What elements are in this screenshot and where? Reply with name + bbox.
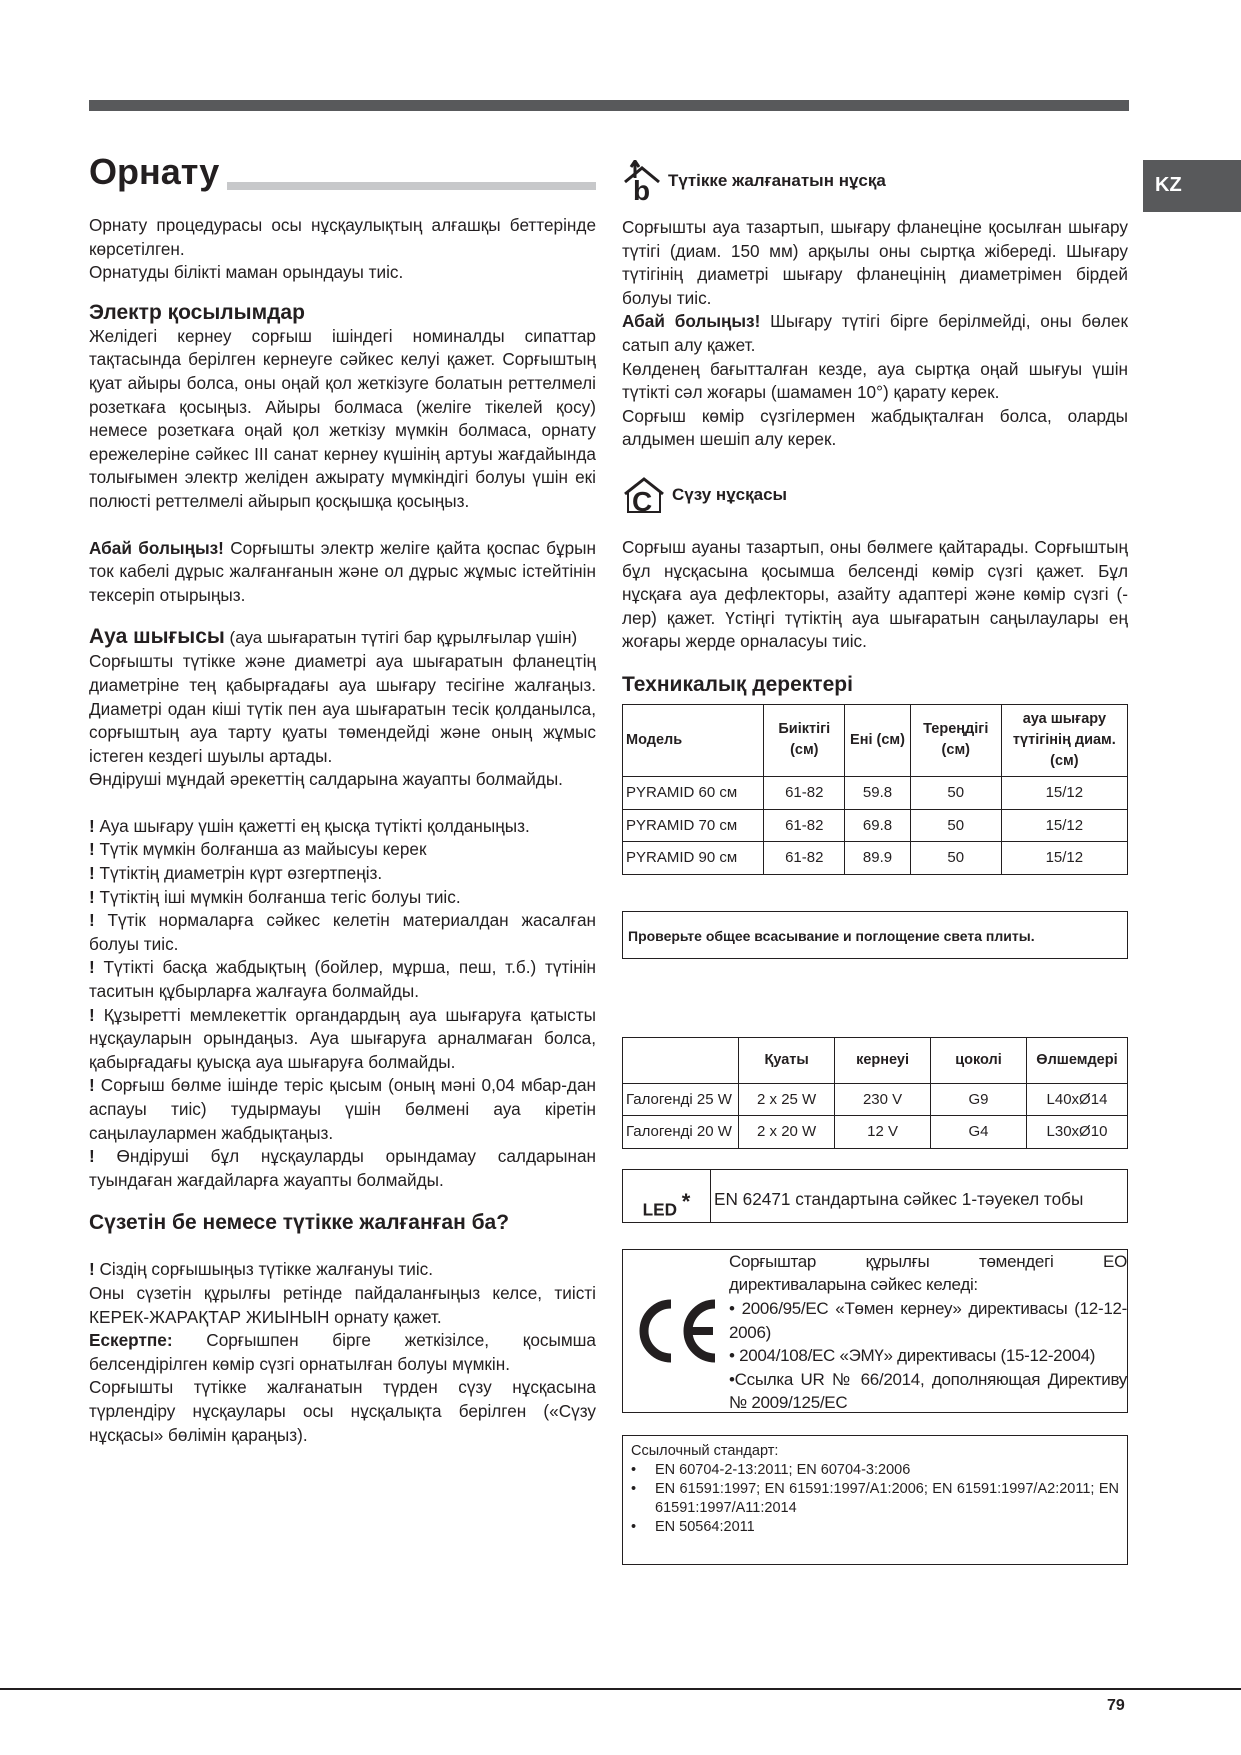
filtering-house-icon — [622, 474, 666, 516]
page-title: Орнату — [89, 150, 596, 194]
filter-line-3: Сорғышты түтікке жалғанатын түрден сүзу нұсқасына түрлендіру нұсқаулары осы нұсқалықта берілген («Сүзу нұсқасы» бөлімін қараңыз). — [89, 1377, 596, 1445]
intro-1: Орнату процедурасы осы нұсқаулықтың алғашқы беттерінде көрсетілген. — [89, 215, 596, 259]
svg-text:b: b — [633, 175, 651, 202]
left-column — [89, 150, 596, 1447]
electric-heading: Электр қосылымдар — [89, 300, 305, 324]
table-row: Галогенді 25 W 2 x 25 W 230 V G9 L40xØ14 — [623, 1083, 1128, 1116]
table-row: Галогенді 20 W 2 x 20 W 12 V G4 L30xØ10 — [623, 1116, 1128, 1149]
intro-2: Орнатуды білікті маман орындауы тиіс. — [89, 262, 404, 283]
right-column — [622, 160, 1128, 1565]
table-header-row: Модель Биіктігі (см) Ені (см) Тереңдігі (см) ауа шығару түтігінің диам. (см) — [623, 704, 1128, 776]
ducted-text-3: Сорғыш көмір сүзгілермен жабдықталған болса, оларды алдымен шешіп алу керек. — [622, 405, 1128, 450]
air-text-2: Өндіруші мұндай әрекеттің салдарына жауапты болмайды. — [89, 769, 563, 790]
svg-text:C: C — [632, 485, 653, 516]
language-tab: KZ — [1143, 160, 1241, 212]
standard-item: • EN 61591:1997; EN 61591:1997/A1:2006; EN 61591:1997/A2:2011; EN 61591:1997/A11:2014 — [631, 1480, 1119, 1516]
standard-item: • EN 50564:2011 — [631, 1518, 755, 1535]
table-header-row: Қуаты кернеуі цоколі Өлшемдері — [623, 1037, 1128, 1083]
filter-heading: Сүзетін бе немесе түтікке жалғанған ба? — [89, 1211, 510, 1235]
ducted-house-icon — [622, 160, 662, 202]
ce-box — [622, 1249, 1128, 1413]
air-text: Сорғышты түтікке және диаметрі ауа шығаратын фланецтің диаметріне тең қабырғадағы ауа шығару тесігіне жалғаңыз. Диаметрі одан кіші түтік пен ауа шығаратын тесік қолданылса, сорғыштың ауа тарту қуаты төмендейді және оның жұмыс істеген кездегі шуылы артады. — [89, 651, 596, 766]
note-item: ! Түтік нормаларға сәйкес келетін материалдан жасалған болуы тиіс. — [89, 910, 597, 954]
filter-line-1: ! Сіздің сорғышыңыз түтікке жалғануы тиіс. — [89, 1259, 434, 1280]
tech-heading: Техникалық деректері — [622, 672, 853, 696]
table-row: PYRAMID 90 см 61-82 89.9 50 15/12 — [623, 842, 1128, 875]
note-item: ! Түтіктің іші мүмкін болғанша тегіс болуы тиіс. — [89, 886, 461, 907]
ce-text: • 2004/108/EC «ЭМҮ» директивасы (15-12-2004) — [729, 1346, 1096, 1366]
electric-warning: Абай болыңыз! Сорғышты электр желіге қайта қоспас бұрын ток кабелі дұрыс жалғанғанын және ол дұрыс жұмыс істейтінін тексеріп отырыңыз. — [89, 537, 597, 605]
ducted-text: Сорғышты ауа тазартып, шығару фланеціне қосылған шығару түтігі (диам. 150 мм) арқылы оны сыртқа жібереді. Шығару түтігінің диаметрі шығару фланецінің диаметрімен бірдей болуы тиіс. — [622, 217, 1128, 308]
note-item: ! Сорғыш бөлме ішінде теріс қысым (оның мәні 0,04 мбар-дан аспауы тиіс) тудырмауы үшін бөлмені ауа кіретін саңылаулармен жабдықтаңыз. — [89, 1075, 596, 1143]
electric-text: Желідегі кернеу сорғыш ішіндегі номиналды сипаттар тақтасында берілген кернеуге сәйкес келуі қажет. Сорғыштың қуат айыры болса, оны оңай қол жеткізуге болатын реттелмелі розеткаға қосыңыз. Айыры болмаса (желіге тікелей қосу) немесе розеткаға оңай қол жеткізу мүмкін болмаса, орнату ережелеріне сәйкес III санат кернеу күшінің артуы жағдайында толығымен электр желіден ажырату мүмкіндігі болуы үшін екі полюсті реттелмелі айырып қосқышқа қосыңыз. — [89, 325, 596, 511]
title-rule — [227, 182, 596, 190]
note-item: ! Құзыретті мемлекеттік органдардың ауа шығаруға қатысты нұсқауларын орындаңыз. Ауа шығаруға арналмаған болса, қабырғадағы қуысқа ауа шығаруға болмайды. — [89, 1004, 596, 1072]
footer-rule — [0, 1688, 1241, 1690]
tech-table — [622, 704, 1128, 875]
led-box: LED * EN 62471 стандартына сәйкес 1-тәуекел тобы — [622, 1169, 1128, 1223]
table-row: PYRAMID 60 см 61-82 59.8 50 15/12 — [623, 776, 1128, 809]
note-item: ! Түтік мүмкін болғанша аз майысуы керек — [89, 839, 427, 860]
filter-line-2: Оны сүзетін құрылғы ретінде пайдаланғыңыз келсе, тиісті КЕРЕК-ЖАРАҚТАР ЖИЫНЫН орнату қажет. — [89, 1282, 596, 1327]
standard-item: • EN 60704-2-13:2011; EN 60704-3:2006 — [631, 1461, 911, 1478]
standards-box: Ссылочный стандарт: • EN 60704-2-13:2011; EN 60704-3:2006 • EN 61591:1997; EN 61591:1997/A1:2006; EN 61591:1997/A2:2011; EN 61591:1997/A11:2014 • EN 50564:2011 — [622, 1435, 1128, 1565]
ce-logo — [623, 1250, 729, 1412]
table-row: PYRAMID 70 см 61-82 69.8 50 15/12 — [623, 809, 1128, 842]
check-note-box: Проверьте общее всасывание и поглощение света плиты. — [622, 911, 1128, 959]
ce-text: Сорғыштар құрылғы төмендегі ЕО директиваларына сәйкес келеді: — [729, 1251, 1127, 1295]
ducted-heading: b Түтікке жалғанатын нұсқа — [622, 160, 1128, 202]
air-notes — [89, 815, 596, 1193]
top-bar — [89, 100, 1129, 111]
note-item: ! Түтікті басқа жабдықтың (бойлер, мұрша, пеш, т.б.) түтінін таситын құбырларға жалғауға болмайды. — [89, 957, 596, 1002]
air-heading: Ауа шығысы (ауа шығаратын түтігі бар құрылғылар үшін) — [89, 625, 578, 649]
ce-text: • 2006/95/EC «Төмен кернеу» директивасы (12-12-2006) — [729, 1299, 1127, 1342]
filtering-text: Сорғыш ауаны тазартып, оны бөлмеге қайтарады. Сорғыштың бұл нұсқасына қосымша белсенді көмір сүзгі қажет. Бұл нұсқаға ауа дефлекторы, азайту адаптері және көмір сүзгі (-лер) қажет. Үстіңгі түтіктің ауа шығаратын саңылаулары ең жоғары жерде орналасуы тиіс. — [622, 536, 1128, 652]
page-number: 79 — [1107, 1697, 1125, 1714]
ducted-text-2: Көлденең бағытталған кезде, ауа сыртқа оңай шығуы үшін түтікті сәл жоғары (шамамен 10°) қарату керек. — [622, 358, 1128, 403]
filter-note: Ескертпе: Сорғышпен бірге жеткізілсе, қосымша белсендірілген көмір сүзгі орнатылған болуы мүмкін. — [89, 1330, 596, 1374]
note-item: ! Түтіктің диаметрін күрт өзгертпеңіз. — [89, 863, 383, 884]
ce-text: •Ссылка UR № 66/2014, дополняющая Директиву № 2009/125/EC — [729, 1369, 1127, 1413]
filtering-heading: C Сүзу нұсқасы — [622, 474, 1128, 516]
lamp-table — [622, 1037, 1128, 1149]
note-item: ! Ауа шығару үшін қажетті ең қысқа түтікті қолданыңыз. — [89, 815, 530, 836]
ducted-warning: Абай болыңыз! Шығару түтігі бірге берілмейді, оны бөлек сатып алу қажет. — [622, 311, 1128, 355]
note-item: ! Өндіруші бұл нұсқауларды орындамау салдарынан туындаған жағдайларға жауапты болмайды. — [89, 1146, 597, 1190]
